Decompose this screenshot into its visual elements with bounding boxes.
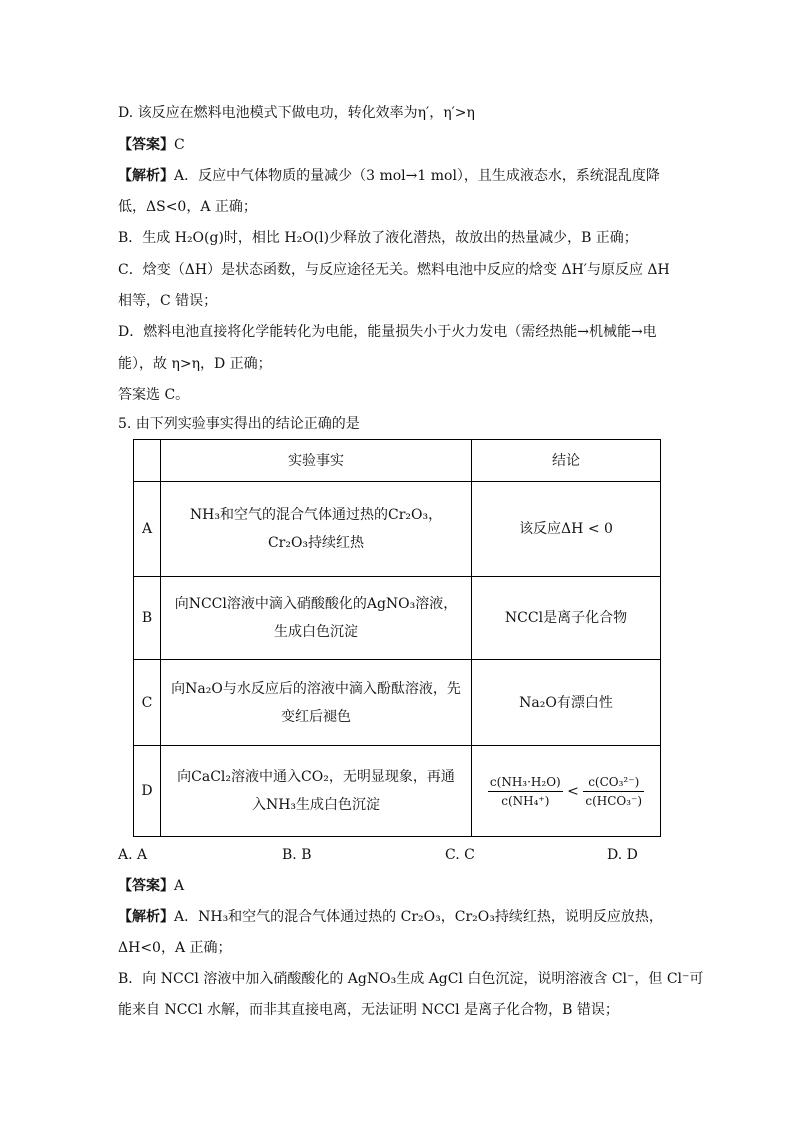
header-cell-conclusion: 结论 <box>472 440 661 482</box>
choice-d: D. D <box>607 847 638 863</box>
analysis-line-6: D．燃料电池直接将化学能转化为电能，能量损失小于火力发电（需经热能→机械能→电 <box>118 324 657 340</box>
row-fact-line-2: Cr₂O₃持续红热 <box>267 535 365 551</box>
fraction-left-numerator: c(NH₃·H₂O) <box>488 773 563 792</box>
row-label: D <box>134 746 161 837</box>
analysis-text: A．反应中气体物质的量减少（3 mol→1 mol），且生成液态水，系统混乱度降 <box>174 168 660 184</box>
row-fact <box>161 482 472 577</box>
analysis-line-7: 能），故 η>η，D 正确； <box>118 356 272 372</box>
row-conclusion: NCCl是离子化合物 <box>472 577 661 660</box>
analysis-q5-line-1 <box>118 907 663 927</box>
choice-c: C. C <box>445 847 475 863</box>
row-conclusion: Na₂O有漂白性 <box>472 660 661 746</box>
question-5-stem: 5. 由下列实验事实得出的结论正确的是 <box>118 416 360 432</box>
answer-tag: 【答案】 <box>118 878 174 894</box>
analysis-line-3: B．生成 H₂O(g)时，相比 H₂O(l)少释放了液化潜热，故放出的热量减少，B 正确； <box>118 230 638 246</box>
analysis-q5-line-3: B．向 NCCl 溶液中加入硝酸酸化的 AgNO₃生成 AgCl 白色沉淀，说明溶液含 Cl⁻，但 Cl⁻可 <box>118 971 704 987</box>
row-fact-line-1: 向CaCl₂溶液中通入CO₂，无明显现象，再通 <box>177 769 455 785</box>
analysis-q5-line-4: 能来自 NCCl 水解，而非其直接电离，无法证明 NCCl 是离子化合物，B 错误； <box>118 1002 619 1018</box>
row-fact-line-2: 变红后褪色 <box>281 708 351 725</box>
choice-b: B. B <box>282 847 312 863</box>
analysis-line-5: 相等，C 错误； <box>118 293 218 309</box>
header-cell-fact: 实验事实 <box>161 440 472 482</box>
analysis-line-1 <box>118 166 660 186</box>
analysis-q5-line-2: ΔH<0，A 正确； <box>118 940 232 956</box>
comparison-operator: < <box>567 783 579 799</box>
table-row <box>134 746 661 837</box>
analysis-tag: 【解析】 <box>118 909 174 925</box>
answer-line <box>118 135 185 155</box>
table-row <box>134 482 661 577</box>
answer-value: C <box>174 137 185 153</box>
row-fact <box>161 577 472 660</box>
table-header-row <box>134 440 661 482</box>
analysis-tag: 【解析】 <box>118 168 174 184</box>
row-label: C <box>134 660 161 746</box>
analysis-line-2: 低，ΔS<0，A 正确； <box>118 199 257 215</box>
row-fact-line-1: 向Na₂O与水反应后的溶液中滴入酚酞溶液，先 <box>171 680 461 697</box>
option-d-line: D. 该反应在燃料电池模式下做电功，转化效率为η′，η′>η <box>118 105 475 121</box>
fraction-left-denominator: c(NH₄⁺) <box>501 793 550 808</box>
row-fact <box>161 746 472 837</box>
table-row <box>134 660 661 746</box>
header-cell-empty <box>134 440 161 482</box>
table-row <box>134 577 661 660</box>
analysis-line-4: C．焓变（ΔH）是状态函数，与反应途径无关。燃料电池中反应的焓变 ΔH′与原反应 ΔH <box>118 262 670 278</box>
analysis-text: A．NH₃和空气的混合气体通过热的 Cr₂O₃，Cr₂O₃持续红热，说明反应放热， <box>174 909 663 925</box>
experiment-table <box>133 439 661 837</box>
choice-a: A. A <box>118 847 148 863</box>
row-fact <box>161 660 472 746</box>
answer-value: A <box>174 878 185 894</box>
row-fact-line-2: 生成白色沉淀 <box>274 624 358 640</box>
fraction-right-numerator: c(CO₃²⁻) <box>583 773 644 792</box>
answer-choice-line: 答案选 C。 <box>118 387 190 403</box>
fraction-right-denominator: c(HCO₃⁻) <box>585 793 643 808</box>
row-label: A <box>134 482 161 577</box>
answer-line-q5 <box>118 876 184 896</box>
row-fact-line-1: 向NCCl溶液中滴入硝酸酸化的AgNO₃溶液， <box>174 596 458 612</box>
row-fact-line-2: 入NH₃生成白色沉淀 <box>251 797 381 813</box>
fraction-left <box>488 773 563 810</box>
answer-tag: 【答案】 <box>118 137 174 153</box>
row-label: B <box>134 577 161 660</box>
row-fact-line-1: NH₃和空气的混合气体通过热的Cr₂O₃， <box>189 507 443 523</box>
fraction-right <box>583 773 644 810</box>
row-conclusion <box>472 746 661 837</box>
row-conclusion: 该反应ΔH < 0 <box>472 482 661 577</box>
